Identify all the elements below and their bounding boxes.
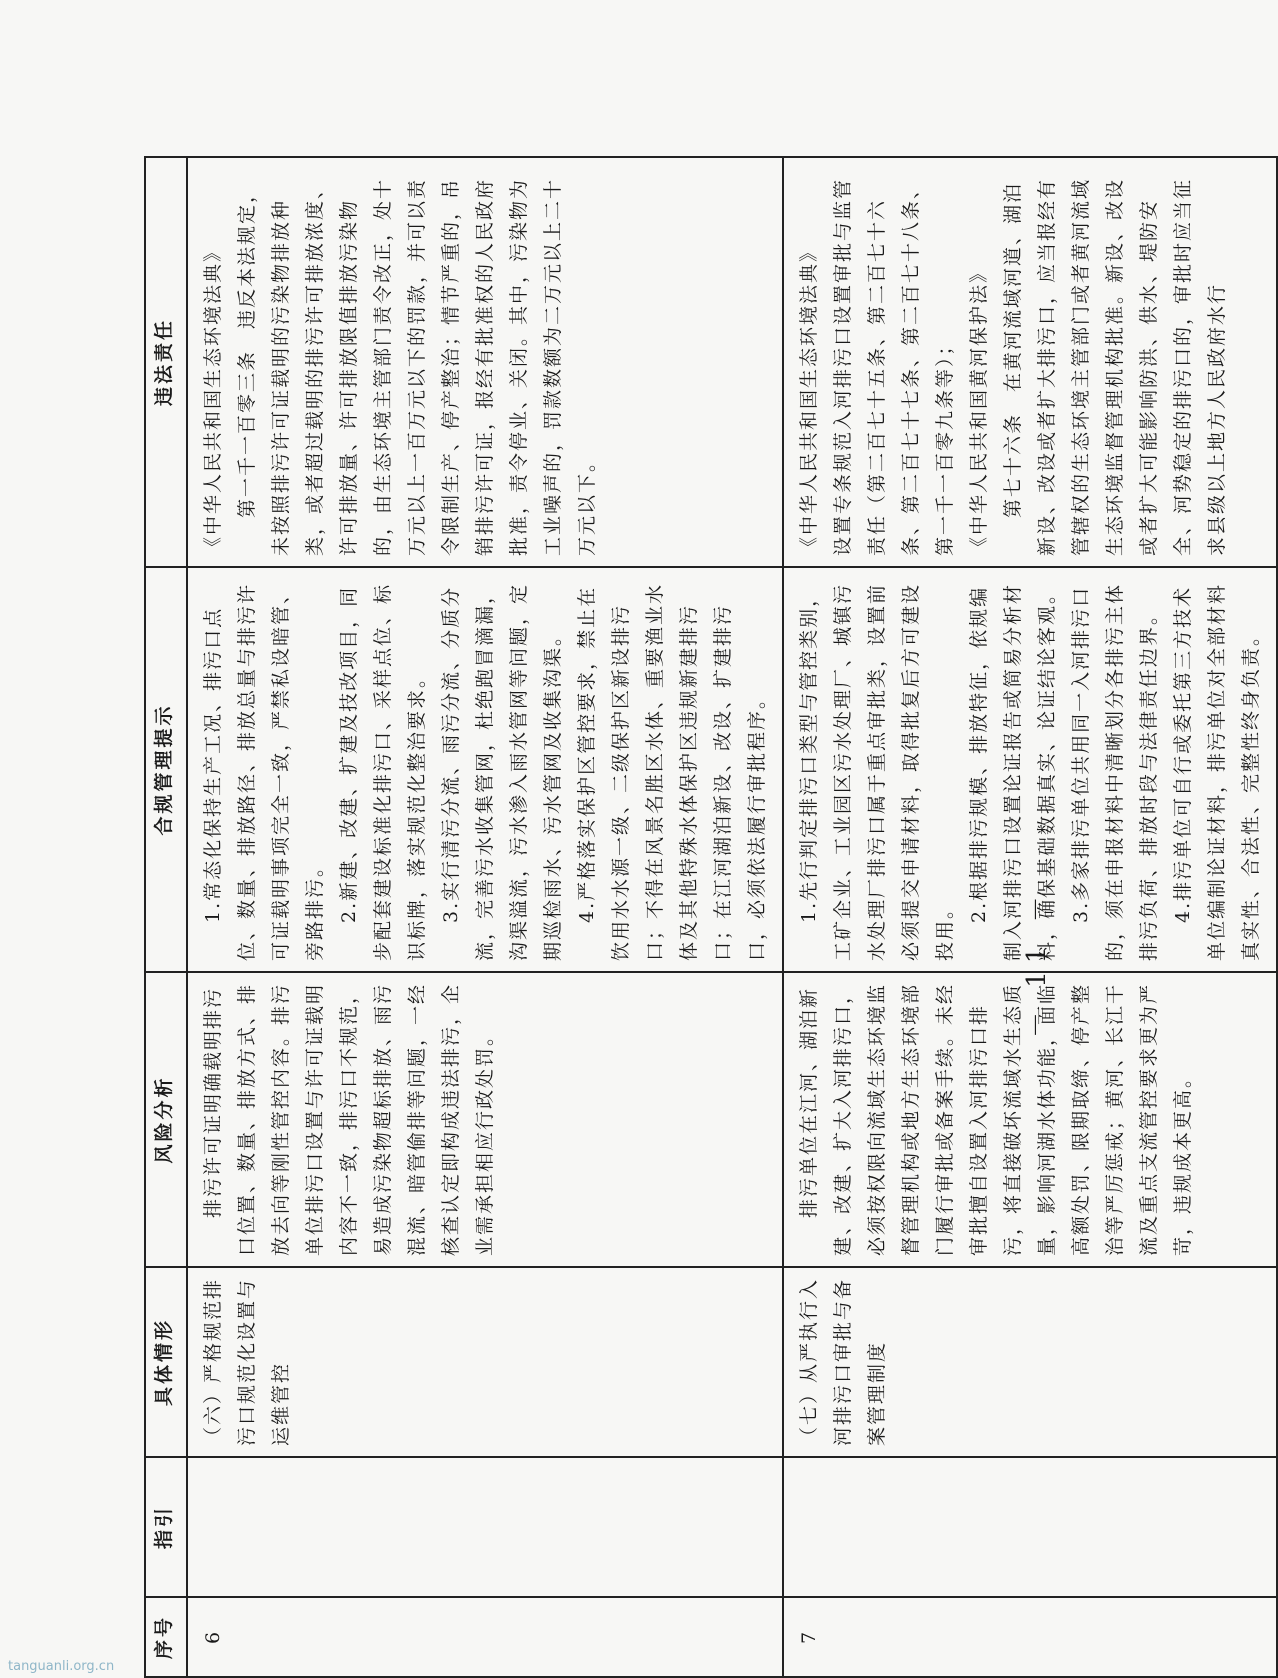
page-number: － 11 － xyxy=(1022,888,1052,1038)
header-risk: 风险分析 xyxy=(145,972,187,1267)
law-article: 第七十六条 在黄河流域河道、湖泊新设、改设或者扩大排污口，应当报经有管辖权的生态环境主管部门或者黄河流域生态环境监督管理机构批准。新设、改设或者扩大可能影响防洪、供水、堤防安全、河势稳定的排污口的，审批时应当征求县级以上地方人民政府水行 xyxy=(1002,177,1228,556)
compliance-item: 1.先行判定排污口类型与管控类别，工矿企业、工业园区污水处理厂、城镇污水处理厂排污口属于重点审批类，设置前必须提交申请材料，取得批复后方可建设投用。 xyxy=(798,582,956,961)
compliance-item: 4.排污单位可自行或委托第三方技术单位编制论证材料，排污单位对全部材料真实性、合法性、完整性终身负责。 xyxy=(1172,582,1262,961)
compliance-item: 2.根据排污规模、排放特征，依规编制入河排污口设置论证报告或简易分析材料，确保基础数据真实、论证结论客观。 xyxy=(968,582,1058,961)
law-title: 《中华人民共和国生态环境法典》 xyxy=(202,240,224,556)
header-situation: 具体情形 xyxy=(145,1267,187,1457)
row-seq: 6 xyxy=(187,1597,783,1677)
compliance-item: 3.多家排污单位共用同一入河排污口的，须在申报材料中清晰划分各排污主体排污负荷、排放时段与法律责任边界。 xyxy=(1070,582,1160,961)
row-guide xyxy=(783,1457,1277,1597)
row-seq: 7 xyxy=(783,1597,1277,1677)
law-title: 《中华人民共和国黄河保护法》 xyxy=(968,261,990,556)
row-compliance xyxy=(187,567,783,972)
header-guide: 指引 xyxy=(145,1457,187,1597)
row-situation: （七）从严执行入河排污口审批与备案管理制度 xyxy=(783,1267,1277,1457)
row-situation: （六）严格规范排污口规范化设置与运维管控 xyxy=(187,1267,783,1457)
law-article: 第一千一百零三条 违反本法规定，未按照排污许可证载明的污染物排放种类，或者超过载明的排污许可排放浓度、许可排放量、许可排放限值排放污染物的，由生态环境主管部门责令改正，处十万元以上一百万元以下的罚款，并可以责令限制生产、停产整治；情节严重的，吊销排污许可证，报经有批准权的人民政府批准，责令停业、关闭。其中，污染物为工业噪声的，罚款数额为二万元以上二十万元以下。 xyxy=(236,177,598,556)
risk-text: 排污单位在江河、湖泊新建、改建、扩大入河排污口，必须按权限向流域生态环境监督管理机构或地方生态环境部门履行审批或备案手续。未经审批擅自设置入河排污口排污，将直接破坏流域水生态质量，影响河湖水体功能，面临高额处罚、限期取缔、停产整治等严厉惩戒；黄河、长江干流及重点支流管控要求更为严苛，违规成本更高。 xyxy=(798,982,1194,1256)
row-risk xyxy=(187,972,783,1267)
table-header-row xyxy=(145,157,187,1677)
compliance-item: 2.新建、改建、扩建及技改项目，同步配套建设标准化排污口、采样点位、标识标牌，落实规范化整治要求。 xyxy=(338,582,428,961)
compliance-item: 4.严格落实保护区管控要求，禁止在饮用水水源一级、二级保护区新设排污口；不得在风景名胜区水体、重要渔业水体及其他特殊水体保护区违规新建排污口；在江河湖泊新设、改设、扩建排污口，必须依法履行审批程序。 xyxy=(576,582,768,961)
row-liability xyxy=(187,157,783,567)
law-article: 设置专条规范入河排污口设置审批与监管责任（第二百七十五条、第二百七十六条、第二百七十七条、第二百七十八条、第一千一百零九条等）； xyxy=(832,177,956,556)
header-liability: 违法责任 xyxy=(145,157,187,567)
compliance-item: 3.实行清污分流、雨污分流、分质分流，完善污水收集管网，杜绝跑冒滴漏，沟渠溢流，污水渗入雨水管网等问题，定期巡检雨水、污水管网及收集沟渠。 xyxy=(440,582,564,961)
watermark: tanguanli.org.cn xyxy=(8,1659,115,1674)
law-title: 《中华人民共和国生态环境法典》 xyxy=(798,240,820,556)
risk-text: 排污许可证明确载明排污口位置、数量、排放方式、排放去向等刚性管控内容。排污单位排污口设置与许可证载明内容不一致，排污口不规范，易造成污染物超标排放、雨污混流、暗管偷排等问题，一经核查认定即构成违法排污，企业需承担相应行政处罚。 xyxy=(202,982,496,1256)
rotated-page xyxy=(144,80,1262,1678)
header-seq: 序号 xyxy=(145,1597,187,1677)
regulation-table xyxy=(144,156,1278,1678)
header-compliance: 合规管理提示 xyxy=(145,567,187,972)
table-row xyxy=(187,157,783,1677)
compliance-item: 1.常态化保持生产工况、排污口点位、数量、排放路径、排放总量与排污许可证载明事项完全一致，严禁私设暗管、旁路排污。 xyxy=(202,582,326,961)
row-liability xyxy=(783,157,1277,567)
row-guide xyxy=(187,1457,783,1597)
